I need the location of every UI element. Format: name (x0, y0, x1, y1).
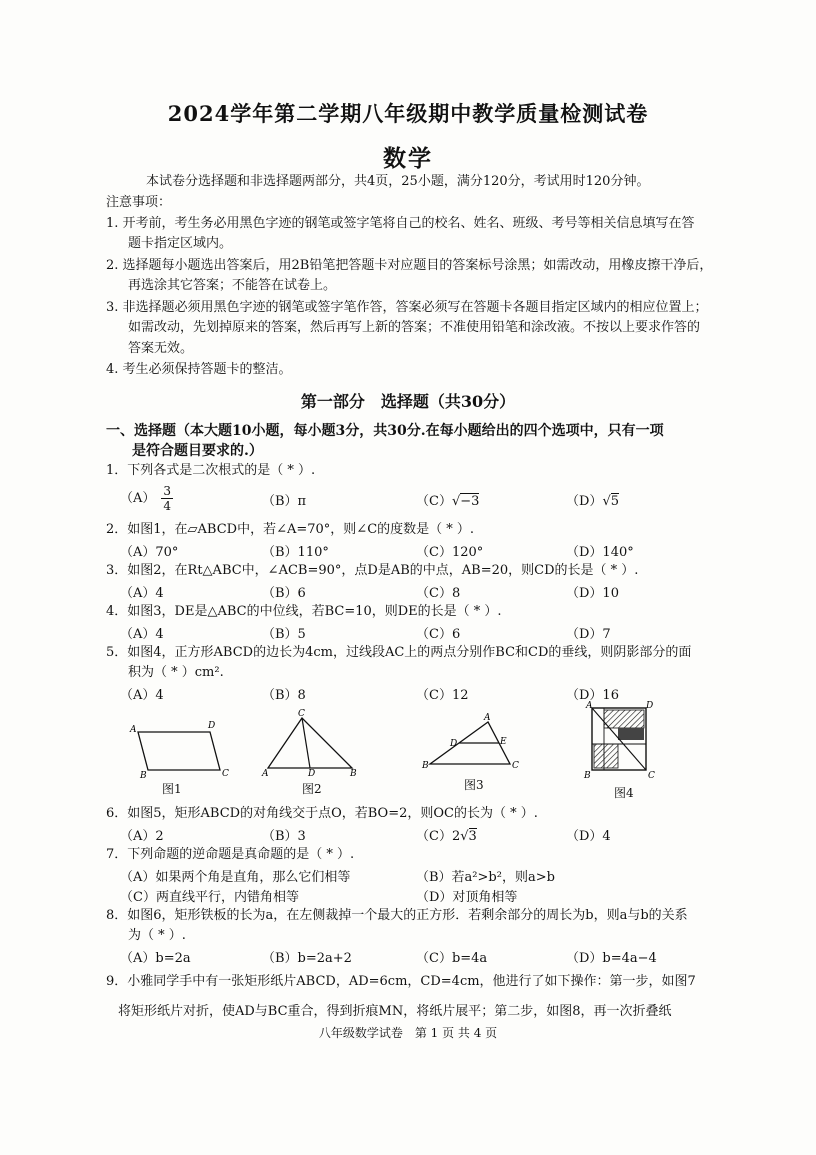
figure-3-triangle (418, 710, 528, 774)
q1-option-a (120, 484, 173, 513)
question-7-stem: 7．下列命题的逆命题是真命题的是（ * ）. (106, 847, 355, 862)
svg-text:C: C (298, 709, 305, 719)
option-label: （C）2 (416, 829, 461, 844)
q4-option-b: （B）5 (262, 627, 306, 642)
q6-option-b: （B）3 (262, 829, 306, 844)
q2-option-c: （C）120° (416, 545, 484, 560)
figure-3-caption: 图3 (464, 778, 484, 792)
question-1-stem: 1．下列各式是二次根式的是（ * ）. (106, 463, 316, 478)
q2-option-d: （D）140° (566, 545, 634, 560)
question-8-stem: 为（ * ）. (128, 928, 186, 943)
question-6-stem: 6．如图5，矩形ABCD的对角线交于点O，若BO=2，则OC的长为（ * ）. (106, 806, 538, 821)
option-label: （A） (120, 491, 156, 506)
q7-option-c: （C）两直线平行，内错角相等 (120, 890, 299, 905)
svg-text:C: C (222, 769, 229, 779)
question-5-stem: 5．如图4，正方形ABCD的边长为4cm，过线段AC上的两点分别作BC和CD的垂线，则阴影部分的面 (106, 645, 692, 660)
q7-option-a: （A）如果两个角是直角，那么它们相等 (120, 870, 351, 885)
q4-option-c: （C）6 (416, 627, 461, 642)
note-line: 如需改动，先划掉原来的答案，然后再写上新的答案；不准使用铅笔和涂改液。不按以上要求作答的 (128, 320, 701, 335)
q8-option-b: （B）b=2a+2 (262, 951, 352, 966)
question-3-stem: 3．如图2，在Rt△ABC中，∠ACB=90°，点D是AB的中点，AB=20，则CD的长是（ * ）. (106, 563, 639, 578)
note-line: 2. 选择题每小题选出答案后，用2B铅笔把答题卡对应题目的答案标号涂黑；如需改动，用橡皮擦干净后， (106, 258, 713, 273)
q7-option-d: （D）对顶角相等 (416, 890, 518, 905)
option-label: （C） (416, 494, 452, 509)
question-4-stem: 4．如图3，DE是△ABC的中位线，若BC=10，则DE的长是（ * ）. (106, 604, 502, 619)
q5-option-b: （B）8 (262, 688, 306, 703)
svg-text:D: D (646, 701, 654, 711)
sqrt-icon: √ (460, 829, 469, 844)
fraction (161, 484, 173, 513)
radicand: 5 (610, 494, 620, 509)
note-line: 再选涂其它答案；不能答在试卷上。 (128, 278, 337, 293)
sqrt-icon: √ (451, 494, 461, 509)
q2-option-b: （B）110° (262, 545, 329, 560)
q3-option-b: （B）6 (262, 586, 306, 601)
figure-2-triangle (258, 708, 368, 776)
figure-1-parallelogram (120, 716, 230, 780)
figure-1-caption: 图1 (162, 782, 182, 796)
q6-option-d: （D）4 (566, 829, 611, 844)
q1-option-c (416, 490, 479, 509)
notes-heading: 注意事项： (106, 195, 172, 210)
q3-option-a: （A）4 (120, 586, 164, 601)
q1-option-d (566, 490, 619, 509)
q3-option-d: （D）10 (566, 586, 619, 601)
figure-4-shaded-square (580, 698, 660, 780)
note-line: 答案无效。 (128, 341, 194, 356)
note-line: 1. 开考前，考生务必用黑色字迹的钢笔或签字笔将自己的校名、姓名、班级、考号等相关信息填写在答 (106, 216, 695, 231)
q5-option-d: （D）16 (566, 688, 619, 703)
svg-text:A: A (130, 725, 137, 735)
figure-2-caption: 图2 (302, 782, 322, 796)
svg-text:E: E (500, 737, 507, 747)
intro-text: 本试卷分选择题和非选择题两部分，共4页，25小题，满分120分，考试用时120分钟。 (146, 174, 650, 189)
note-line: 4. 考生必须保持答题卡的整洁。 (106, 362, 292, 377)
q5-option-c: （C）12 (416, 688, 469, 703)
svg-text:B: B (422, 761, 429, 771)
question-5-stem: 积为（ * ）cm². (128, 665, 224, 680)
svg-text:B: B (140, 771, 147, 780)
question-9-stem: 将矩形纸片对折，使AD与BC重合，得到折痕MN，将纸片展平；第二步，如图8，再一次折叠纸 (118, 1004, 672, 1019)
q2-option-a: （A）70° (120, 545, 179, 560)
subject-title: 数学 (383, 145, 433, 172)
numerator: 3 (163, 484, 172, 498)
exam-title: 2024学年第二学期八年级期中教学质量检测试卷 (167, 101, 649, 126)
q8-option-c: （C）b=4a (416, 951, 488, 966)
svg-text:B: B (350, 769, 357, 776)
q4-option-a: （A）4 (120, 627, 164, 642)
svg-text:A: A (484, 713, 491, 723)
svg-text:D: D (308, 769, 316, 776)
radicand: 3 (468, 829, 477, 844)
question-9-stem: 9．小雅同学手中有一张矩形纸片ABCD，AD=6cm，CD=4cm，他进行了如下操作：第一步，如图7 (106, 974, 696, 989)
section-title: 第一部分 选择题（共30分） (300, 392, 516, 411)
q8-option-a: （A）b=2a (120, 951, 191, 966)
svg-text:A: A (586, 701, 593, 711)
note-line: 题卡指定区域内。 (128, 236, 233, 251)
q5-option-a: （A）4 (120, 688, 164, 703)
q7-option-b: （B）若a²>b²，则a>b (416, 870, 555, 885)
figure-4-caption: 图4 (614, 786, 634, 800)
q3-option-c: （C）8 (416, 586, 461, 601)
option-label: （D） (566, 494, 603, 509)
svg-text:C: C (648, 771, 655, 780)
q8-option-d: （D）b=4a−4 (566, 951, 657, 966)
radicand: −3 (460, 494, 480, 509)
denominator: 4 (163, 499, 172, 513)
sqrt-icon: √ (602, 494, 611, 509)
q6-option-a: （A）2 (120, 829, 164, 844)
section-heading: 是符合题目要求的.） (132, 443, 263, 459)
question-8-stem: 8．如图6，矩形铁板的长为a，在左侧裁掉一个最大的正方形．若剩余部分的周长为b，则a与b的关系 (106, 908, 688, 923)
question-2-stem: 2．如图1，在▱ABCD中，若∠A=70°，则∠C的度数是（ * ）. (106, 522, 475, 537)
section-heading: 一、选择题（本大题10小题，每小题3分，共30分.在每小题给出的四个选项中，只有一项 (106, 423, 664, 439)
svg-text:D: D (450, 739, 458, 749)
page-footer: 八年级数学试卷 第 1 页 共 4 页 (318, 1026, 498, 1040)
q1-option-b: （B）π (262, 494, 307, 509)
svg-text:A: A (262, 769, 269, 776)
q4-option-d: （D）7 (566, 627, 611, 642)
svg-text:B: B (584, 771, 591, 780)
note-line: 3. 非选择题必须用黑色字迹的钢笔或签字笔作答，答案必须写在答题卡各题目指定区域内的相应位置上； (106, 300, 708, 315)
q6-option-c (416, 825, 477, 844)
svg-text:C: C (512, 761, 519, 771)
svg-text:D: D (208, 721, 216, 731)
